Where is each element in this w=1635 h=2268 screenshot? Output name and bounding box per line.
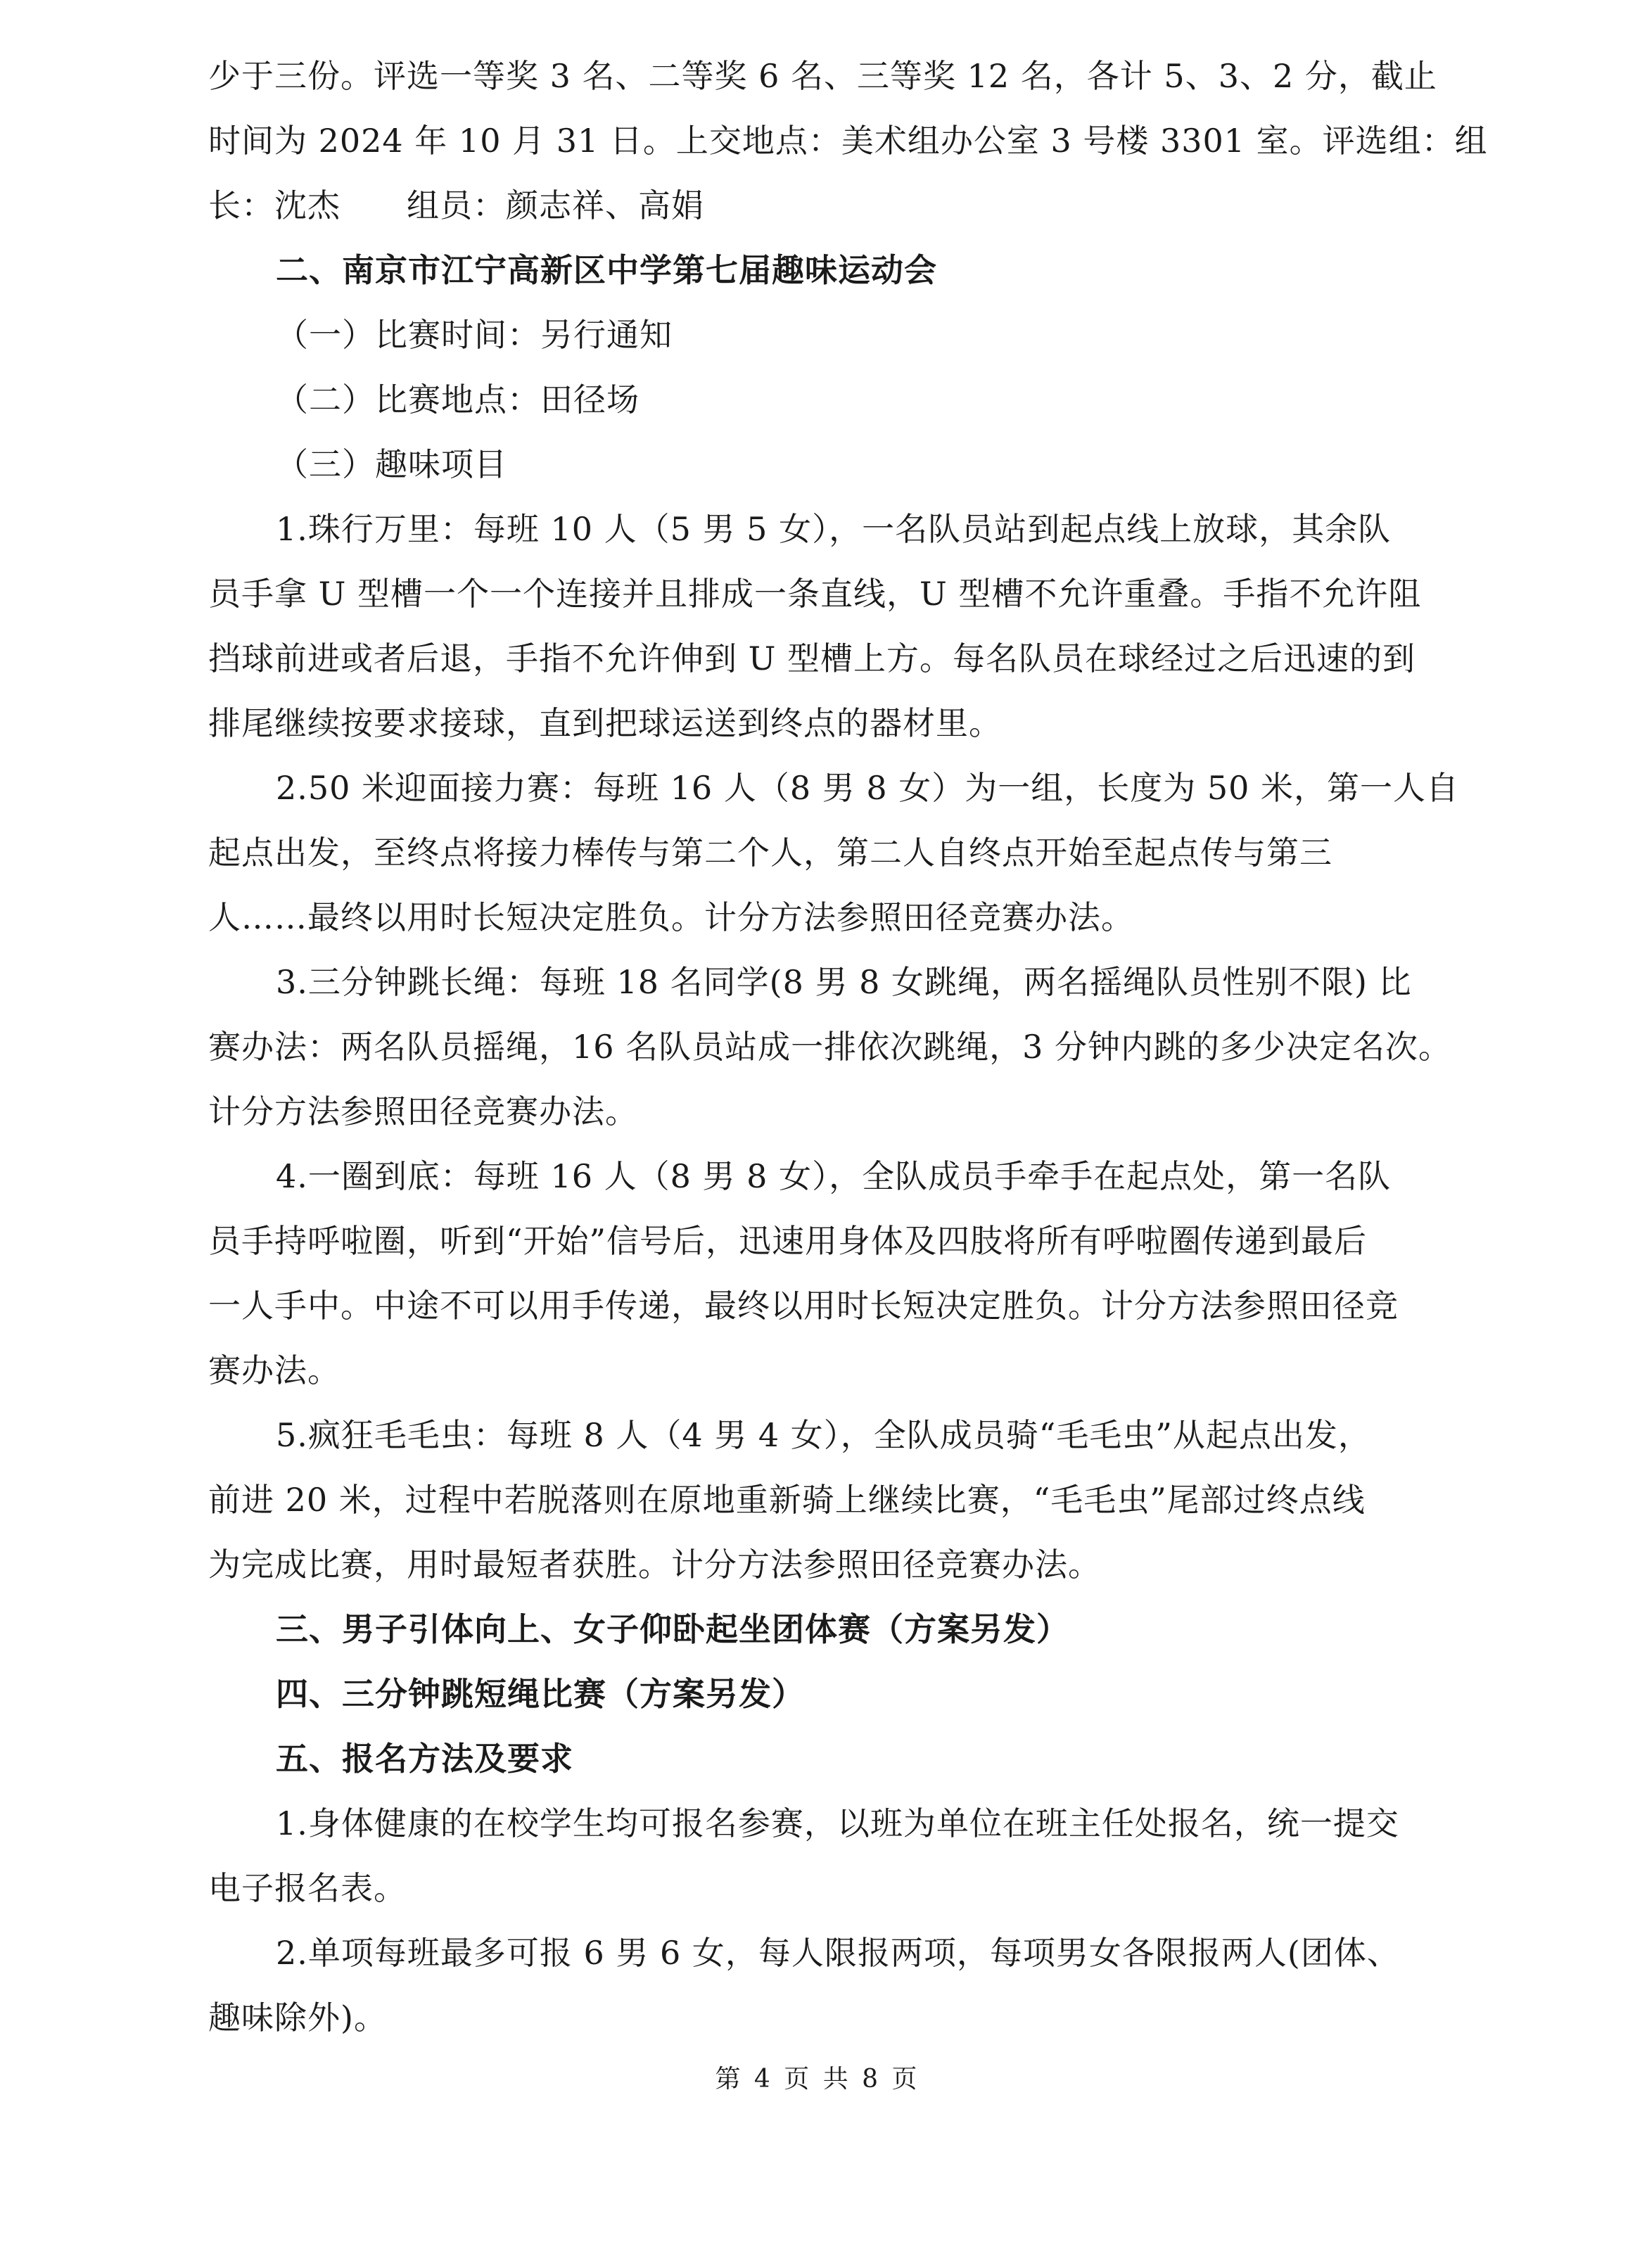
- text-line: 趣味除外)。: [208, 1999, 387, 2037]
- text-line: 员手拿 U 型槽一个一个连接并且排成一条直线，U 型槽不允许重叠。手指不允许阻: [208, 575, 1422, 613]
- text-line: 2.单项每班最多可报 6 男 6 女，每人限报两项，每项男女各限报两人(团体、: [276, 1934, 1400, 1972]
- section-heading: 五、报名方法及要求: [276, 1740, 573, 1778]
- page-footer: 第 4 页 共 8 页: [715, 2065, 920, 2094]
- text-line: 为完成比赛，用时最短者获胜。计分方法参照田径竞赛办法。: [208, 1546, 1101, 1584]
- text-line: （一）比赛时间：另行通知: [276, 316, 673, 354]
- text-line: 时间为 2024 年 10 月 31 日。上交地点：美术组办公室 3 号楼 3301 室。评选组：组: [208, 122, 1488, 160]
- text-line: 5.疯狂毛毛虫：每班 8 人（4 男 4 女），全队成员骑“毛毛虫”从起点出发，: [276, 1416, 1371, 1454]
- text-line: 人……最终以用时长短决定胜负。计分方法参照田径竞赛办法。: [208, 898, 1134, 936]
- section-heading: 四、三分钟跳短绳比赛（方案另发）: [276, 1675, 805, 1713]
- text-line: 1.珠行万里：每班 10 人（5 男 5 女），一名队员站到起点线上放球，其余队: [276, 510, 1392, 548]
- text-line: 计分方法参照田径竞赛办法。: [208, 1092, 638, 1130]
- text-line: （二）比赛地点：田径场: [276, 381, 640, 419]
- text-line: 电子报名表。: [208, 1869, 407, 1907]
- text-line: 排尾继续按要求接球，直到把球运送到终点的器材里。: [208, 704, 1002, 742]
- text-line: 赛办法。: [208, 1351, 341, 1389]
- document-body: [208, 44, 1488, 2050]
- text-line: 4.一圈到底：每班 16 人（8 男 8 女），全队成员手牵手在起点处，第一名队: [276, 1157, 1392, 1195]
- text-line: （三）趣味项目: [276, 445, 507, 483]
- text-line: 赛办法：两名队员摇绳，16 名队员站成一排依次跳绳，3 分钟内跳的多少决定名次。: [208, 1028, 1452, 1066]
- text-line: 2.50 米迎面接力赛：每班 16 人（8 男 8 女）为一组，长度为 50 米，第一人自: [276, 769, 1459, 807]
- text-line: 一人手中。中途不可以用手传递，最终以用时长短决定胜负。计分方法参照田径竞: [208, 1287, 1399, 1325]
- text-line: 长：沈杰 组员：颜志祥、高娟: [208, 186, 704, 224]
- text-line: 1.身体健康的在校学生均可报名参赛，以班为单位在班主任处报名，统一提交: [276, 1804, 1399, 1842]
- text-line: 少于三份。评选一等奖 3 名、二等奖 6 名、三等奖 12 名，各计 5、3、2 分，截止: [208, 57, 1437, 95]
- text-line: 前进 20 米，过程中若脱落则在原地重新骑上继续比赛，“毛毛虫”尾部过终点线: [208, 1481, 1366, 1519]
- section-heading: 三、男子引体向上、女子仰卧起坐团体赛（方案另发）: [276, 1610, 1069, 1648]
- text-line: 员手持呼啦圈，听到“开始”信号后，迅速用身体及四肢将所有呼啦圈传递到最后: [208, 1222, 1368, 1260]
- text-line: 3.三分钟跳长绳：每班 18 名同学(8 男 8 女跳绳，两名摇绳队员性别不限) 比: [276, 963, 1412, 1001]
- text-line: 挡球前进或者后退，手指不允许伸到 U 型槽上方。每名队员在球经过之后迅速的到: [208, 639, 1416, 677]
- text-line: 起点出发，至终点将接力棒传与第二个人，第二人自终点开始至起点传与第三: [208, 834, 1332, 872]
- section-heading: 二、南京市江宁高新区中学第七届趣味运动会: [276, 251, 937, 289]
